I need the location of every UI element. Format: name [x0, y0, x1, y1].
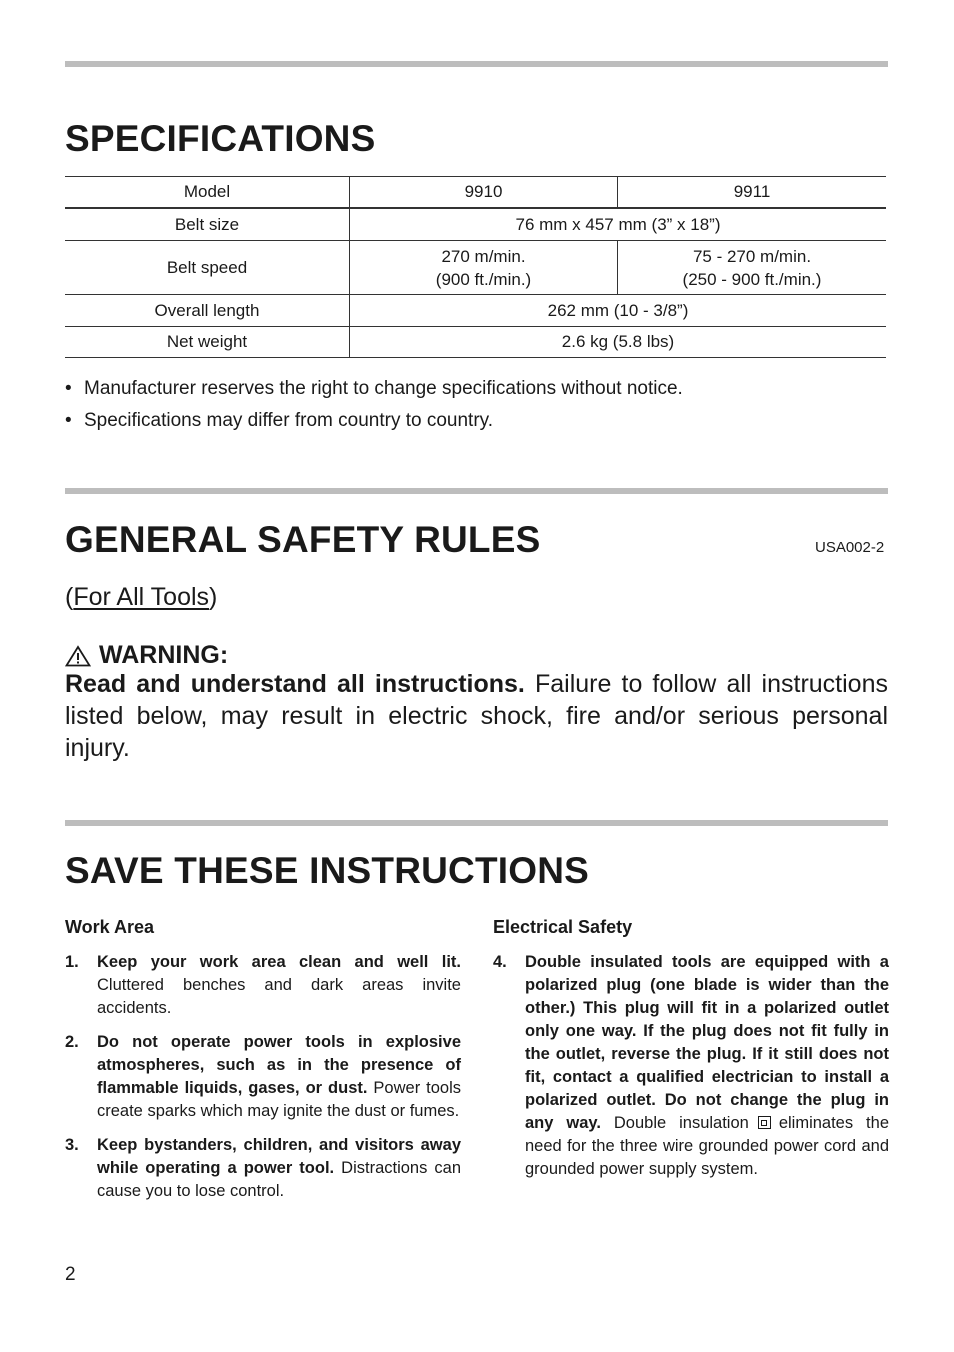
- item-text: Power tools create sparks which may ignite the dust or fumes.: [97, 1079, 461, 1120]
- item-bold: Double insulated tools are equipped with a polarized plug (one blade is wider than the other.) This plug will fit in a polarized outlet only one way. If the plug does not fit fully in the outlet, reverse the plug. If it still does not fit, contact a qualified electrician to install a polarized outlet. Do not change the plug in any way.: [525, 953, 889, 1132]
- section-divider: [65, 820, 888, 826]
- list-item: [65, 951, 461, 1020]
- section-divider: [65, 61, 888, 67]
- warning-bold: Read and understand all instructions.: [65, 670, 525, 698]
- table-header-row: [65, 177, 886, 209]
- cell-line: 270 m/min.: [441, 246, 526, 266]
- general-safety-title: GENERAL SAFETY RULES: [65, 519, 541, 560]
- warning-body: Failure to follow all instructions listed below, may result in electric shock, fire and/or serious personal injury.: [65, 670, 888, 762]
- warning-text: [65, 668, 888, 764]
- page-number: 2: [65, 1264, 76, 1285]
- paren-open: (: [65, 583, 74, 611]
- note-text: Specifications may differ from country to country.: [84, 410, 494, 431]
- item-bold: Do not operate power tools in explosive atmospheres, such as in the presence of flammable liquids, gases, or dust.: [97, 1033, 461, 1097]
- document-code: USA002-2: [815, 539, 885, 556]
- table-cell: Overall length: [65, 295, 350, 327]
- list-item: [65, 1134, 461, 1203]
- table-row: [65, 208, 886, 241]
- table-cell: 9911: [618, 177, 887, 209]
- work-area-column: [65, 916, 461, 1214]
- subtitle: [65, 583, 217, 612]
- cell-line: (250 - 900 ft./min.): [682, 269, 822, 289]
- electrical-safety-column: [493, 916, 889, 1192]
- table-cell: [618, 241, 887, 295]
- list-item: [493, 951, 889, 1181]
- section-divider: [65, 488, 888, 494]
- save-instructions-title: SAVE THESE INSTRUCTIONS: [65, 850, 590, 891]
- table-cell: Model: [65, 177, 350, 209]
- item-number: 4.: [493, 953, 507, 971]
- bullet: •: [65, 410, 72, 431]
- specifications-title: SPECIFICATIONS: [65, 118, 376, 159]
- table-cell: 2.6 kg (5.8 lbs): [350, 327, 887, 358]
- cell-line: (900 ft./min.): [435, 269, 532, 289]
- for-all-tools-text: For All Tools: [73, 583, 210, 611]
- table-row: [65, 295, 886, 327]
- table-row: [65, 327, 886, 358]
- item-text: eliminates the need for the three wire grounded power cord and grounded power supply system.: [525, 1114, 889, 1178]
- table-cell: Net weight: [65, 327, 350, 358]
- table-cell: 262 mm (10 - 3/8”): [350, 295, 887, 327]
- specifications-table: [65, 176, 886, 358]
- warning-heading: [65, 641, 228, 670]
- paren-close: ): [209, 583, 218, 611]
- item-text: Double insulation: [600, 1114, 749, 1132]
- item-number: 3.: [65, 1136, 79, 1154]
- item-number: 1.: [65, 953, 79, 971]
- item-text: Cluttered benches and dark areas invite accidents.: [97, 976, 461, 1017]
- item-number: 2.: [65, 1033, 79, 1051]
- table-cell: Belt speed: [65, 241, 350, 295]
- list-item: [65, 377, 683, 409]
- table-row: [65, 241, 886, 295]
- note-text: Manufacturer reserves the right to change specifications without notice.: [84, 378, 683, 399]
- spec-notes: [65, 377, 683, 441]
- item-text: Distractions can cause you to lose control.: [97, 1159, 461, 1200]
- table-cell: [350, 241, 618, 295]
- work-area-heading: Work Area: [65, 917, 155, 937]
- bullet: •: [65, 378, 72, 399]
- warning-label: WARNING:: [99, 641, 229, 669]
- warning-triangle-icon: [65, 645, 91, 667]
- table-cell: 9910: [350, 177, 618, 209]
- cell-line: 75 - 270 m/min.: [692, 246, 812, 266]
- table-cell: 76 mm x 457 mm (3” x 18”): [350, 208, 887, 241]
- list-item: [65, 1031, 461, 1123]
- table-cell: Belt size: [65, 208, 350, 241]
- item-bold: Keep your work area clean and well lit.: [97, 953, 461, 971]
- item-bold: Keep bystanders, children, and visitors away while operating a power tool.: [97, 1136, 461, 1177]
- electrical-safety-heading: Electrical Safety: [493, 917, 633, 937]
- list-item: [65, 409, 683, 441]
- double-insulation-icon: [758, 1116, 771, 1129]
